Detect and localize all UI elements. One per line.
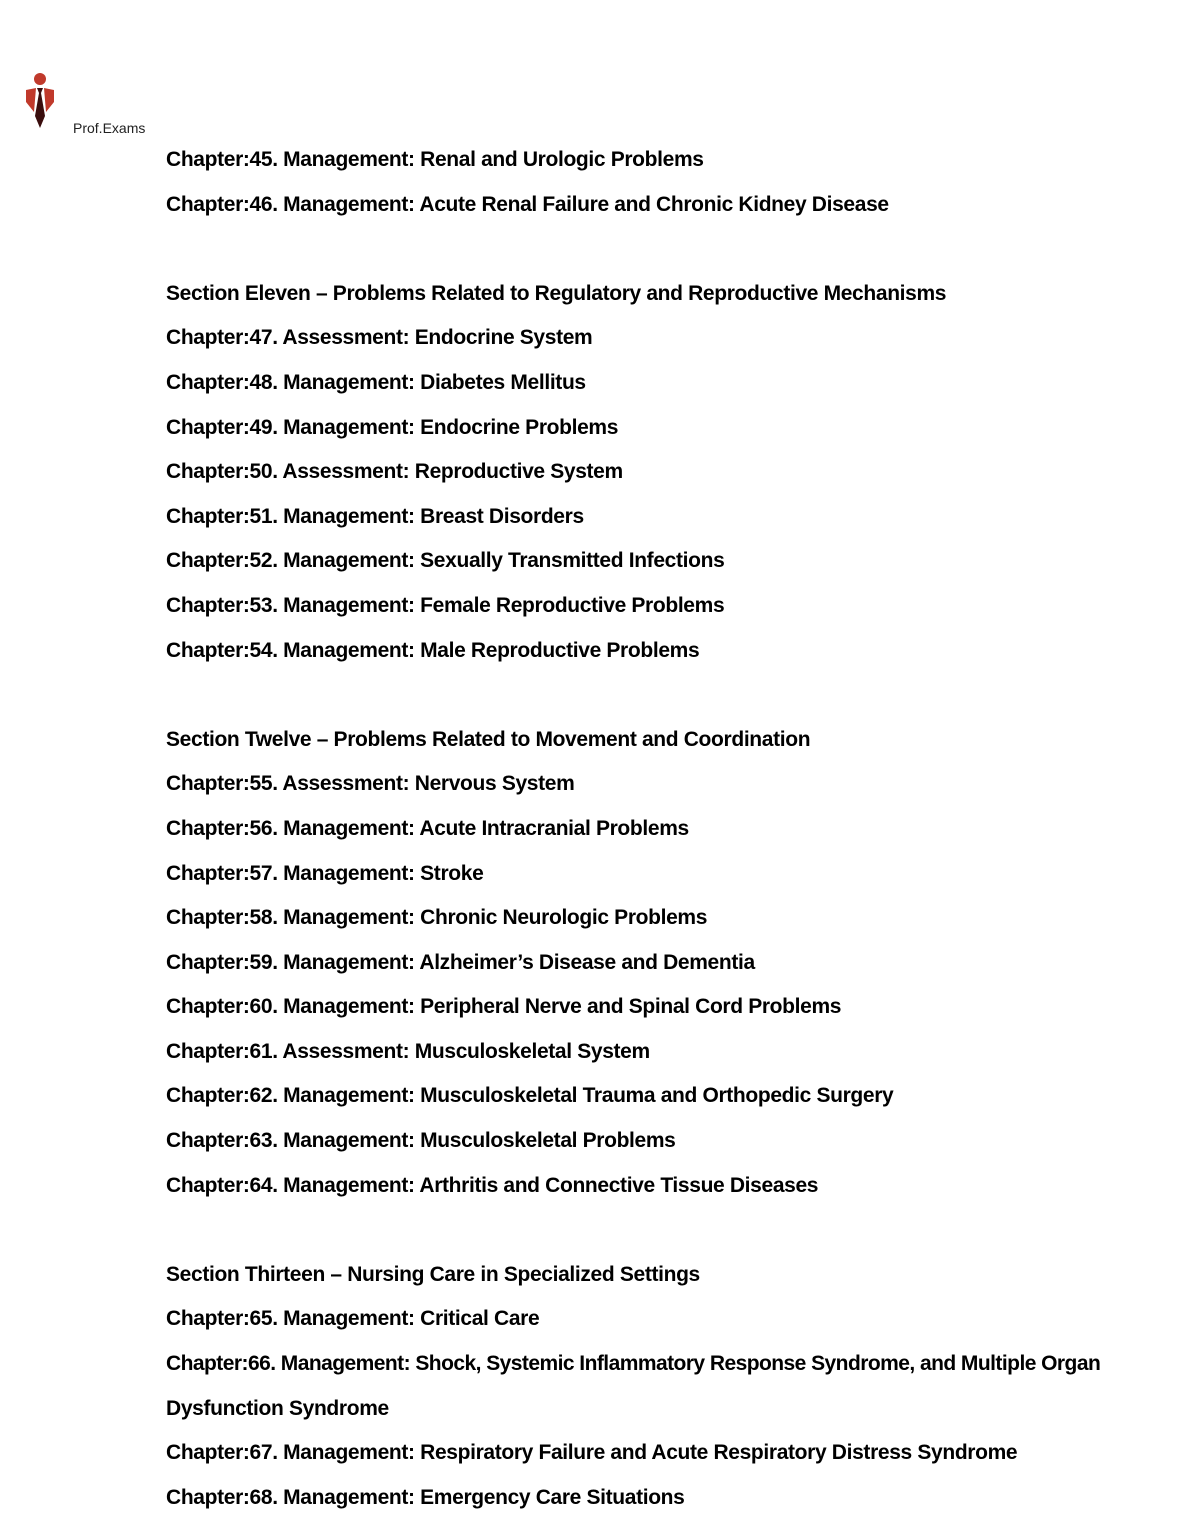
chapter-line-continued: Dysfunction Syndrome bbox=[166, 1396, 389, 1420]
chapter-line: Chapter:60. Management: Peripheral Nerve and Spinal Cord Problems bbox=[166, 995, 842, 1019]
chapter-line: Chapter:59. Management: Alzheimer’s Disease and Dementia bbox=[166, 950, 755, 974]
chapter-line: Chapter:48. Management: Diabetes Mellitus bbox=[166, 370, 586, 394]
chapter-line: Chapter:68. Management: Emergency Care Situations bbox=[166, 1485, 685, 1509]
chapter-line: Chapter:52. Management: Sexually Transmitted Infections bbox=[166, 549, 725, 573]
chapter-line: Chapter:47. Assessment: Endocrine System bbox=[166, 326, 593, 350]
section-heading: Section Eleven – Problems Related to Regulatory and Reproductive Mechanisms bbox=[166, 281, 947, 305]
blank-line bbox=[166, 1208, 1176, 1253]
brand-name: Prof.Exams bbox=[73, 120, 146, 136]
chapter-line: Chapter:49. Management: Endocrine Problems bbox=[166, 415, 619, 439]
chapter-line: Chapter:66. Management: Shock, Systemic Inflammatory Response Syndrome, and Multiple Organ bbox=[166, 1352, 1101, 1376]
chapter-line: Chapter:54. Management: Male Reproductive Problems bbox=[166, 638, 700, 662]
blank-line bbox=[166, 673, 1176, 718]
chapter-line: Chapter:51. Management: Breast Disorders bbox=[166, 504, 584, 528]
chapter-line: Chapter:65. Management: Critical Care bbox=[166, 1307, 540, 1331]
section-heading: Section Twelve – Problems Related to Movement and Coordination bbox=[166, 727, 811, 751]
chapter-line: Chapter:64. Management: Arthritis and Connective Tissue Diseases bbox=[166, 1173, 819, 1197]
chapter-line: Chapter:63. Management: Musculoskeletal Problems bbox=[166, 1129, 676, 1153]
chapter-line: Chapter:57. Management: Stroke bbox=[166, 861, 484, 885]
chapter-line: Chapter:50. Assessment: Reproductive System bbox=[166, 460, 623, 484]
chapter-line: Chapter:53. Management: Female Reproductive Problems bbox=[166, 593, 725, 617]
blank-line bbox=[166, 227, 1176, 272]
chapter-line: Chapter:58. Management: Chronic Neurologic Problems bbox=[166, 906, 708, 930]
table-of-contents bbox=[166, 138, 1176, 1520]
section-heading: Section Thirteen – Nursing Care in Specialized Settings bbox=[166, 1262, 700, 1286]
chapter-line: Chapter:67. Management: Respiratory Failure and Acute Respiratory Distress Syndrome bbox=[166, 1441, 1018, 1465]
chapter-line: Chapter:55. Assessment: Nervous System bbox=[166, 772, 575, 796]
chapter-line: Chapter:46. Management: Acute Renal Failure and Chronic Kidney Disease bbox=[166, 192, 889, 216]
person-tie-icon bbox=[22, 72, 58, 130]
chapter-line: Chapter:62. Management: Musculoskeletal Trauma and Orthopedic Surgery bbox=[166, 1084, 894, 1108]
chapter-line: Chapter:61. Assessment: Musculoskeletal System bbox=[166, 1039, 650, 1063]
chapter-line: Chapter:56. Management: Acute Intracranial Problems bbox=[166, 816, 689, 840]
chapter-line: Chapter:45. Management: Renal and Urologic Problems bbox=[166, 148, 704, 171]
